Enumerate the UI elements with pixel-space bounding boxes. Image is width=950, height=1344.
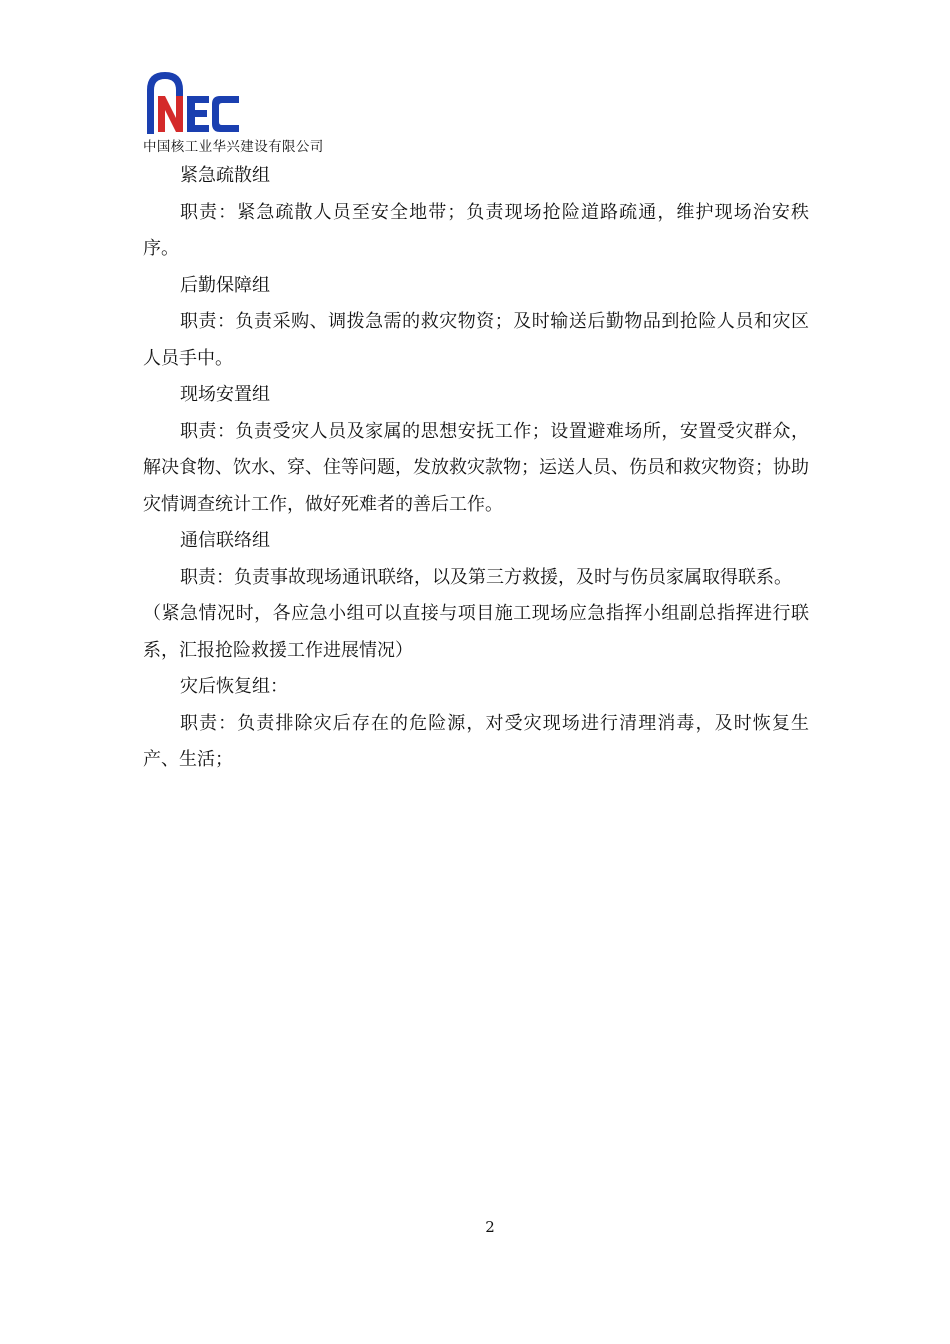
section-note-communication: （紧急情况时，各应急小组可以直接与项目施工现场应急指挥小组副总指挥进行联系，汇报抢险救援工作进展情况） xyxy=(143,603,809,661)
company-name: 中国核工业华兴建设有限公司 xyxy=(143,139,324,155)
section-title-recovery: 灾后恢复组： xyxy=(180,676,288,697)
section-title-evacuation: 紧急疏散组 xyxy=(180,165,270,186)
section-duty-logistics: 职责：负责采购、调拨急需的救灾物资；及时输送后勤物品到抢险人员和灾区人员手中。 xyxy=(143,311,809,369)
page-number: 2 xyxy=(485,1218,495,1236)
section-duty-resettlement: 职责：负责受灾人员及家属的思想安抚工作；设置避难场所，安置受灾群众，解决食物、饮水、穿、住等问题，发放救灾款物；运送人员、伤员和救灾物资；协助灾情调查统计工作，做好死难者的善后工作。 xyxy=(143,420,809,515)
section-title-resettlement: 现场安置组 xyxy=(180,384,270,405)
section-title-communication: 通信联络组 xyxy=(180,530,270,551)
section-duty-communication: 职责：负责事故现场通讯联络，以及第三方救援，及时与伤员家属取得联系。 xyxy=(180,566,792,588)
document-body xyxy=(143,158,809,779)
section-title-logistics: 后勤保障组 xyxy=(180,274,270,296)
section-duty-recovery: 职责：负责排除灾后存在的危险源，对受灾现场进行清理消毒，及时恢复生产、生活； xyxy=(143,712,809,770)
page-header xyxy=(143,68,403,156)
section-duty-evacuation: 职责：紧急疏散人员至安全地带；负责现场抢险道路疏通，维护现场治安秩序。 xyxy=(143,201,809,259)
company-logo xyxy=(143,68,241,136)
